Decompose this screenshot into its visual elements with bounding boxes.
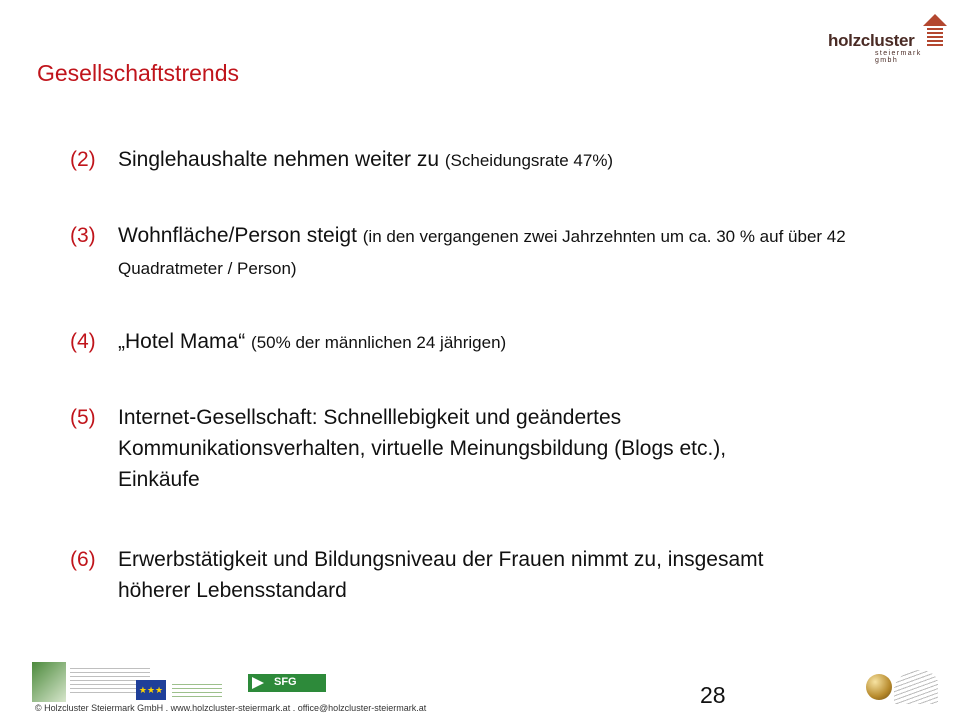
logo-word: holzcluster bbox=[828, 31, 915, 50]
sphere-logo-icon bbox=[866, 674, 892, 700]
item-text: Wohnfläche/Person steigt bbox=[118, 224, 357, 247]
item-number: (2) bbox=[70, 148, 96, 171]
eu-flag-icon: ★★★ bbox=[136, 680, 166, 700]
item-text: Erwerbstätigkeit und Bildungsniveau der Frauen nimmt zu, insgesamt höherer Lebensstandard bbox=[118, 548, 764, 602]
footer-copyright: © Holzcluster Steiermark GmbH . www.holzcluster-steiermark.at . office@holzcluster-steiermark.at bbox=[35, 703, 427, 713]
logo-subtitle: steiermark gmbh bbox=[875, 50, 922, 64]
item-note: (50% der männlichen 24 jährigen) bbox=[251, 333, 507, 352]
sfg-logo bbox=[248, 674, 326, 692]
innovation-logo bbox=[32, 662, 66, 702]
item-note: (Scheidungsrate 47%) bbox=[444, 151, 614, 170]
item-text: „Hotel Mama“ bbox=[118, 330, 246, 353]
item-note: (in den vergangenen zwei Jahrzehnten um ca. 30 % auf über 42 Quadratmeter / Person) bbox=[118, 227, 846, 278]
house-roof-icon bbox=[923, 14, 947, 26]
partner-logos bbox=[32, 662, 332, 702]
eu-logo-text bbox=[172, 684, 222, 698]
swoosh-logo-icon bbox=[894, 670, 938, 704]
play-arrow-icon bbox=[252, 677, 264, 689]
page-number: 28 bbox=[700, 682, 726, 708]
item-text: Singlehaushalte nehmen weiter zu bbox=[118, 148, 440, 171]
house-stripes-icon bbox=[927, 26, 943, 46]
item-number: (6) bbox=[70, 548, 96, 571]
item-text: Internet-Gesellschaft: Schnelllebigkeit und geändertes Kommunikationsverhalten, virtuelle Meinungsbildung (Blogs etc.), Einkäufe bbox=[118, 406, 727, 491]
holzcluster-logo bbox=[828, 12, 946, 64]
sfg-label: SFG bbox=[274, 676, 297, 688]
slide-title: Gesellschaftstrends bbox=[37, 60, 239, 86]
item-number: (4) bbox=[70, 330, 96, 353]
item-number: (5) bbox=[70, 406, 96, 429]
item-number: (3) bbox=[70, 224, 96, 247]
